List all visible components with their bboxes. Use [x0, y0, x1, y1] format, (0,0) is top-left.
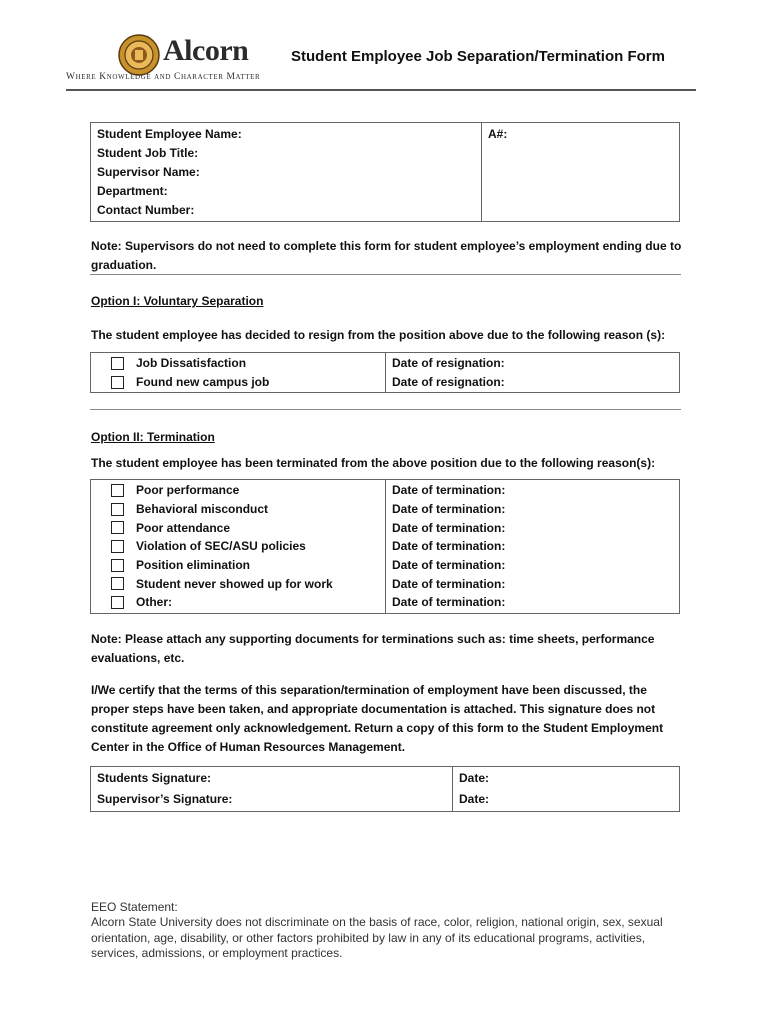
student-signature-date[interactable]: Date:	[459, 771, 490, 785]
reason-label: Poor performance	[136, 483, 240, 498]
date-of-termination-7[interactable]: Date of termination:	[392, 595, 506, 610]
checkbox-violation-of-policies[interactable]	[111, 540, 124, 553]
university-logo-text: Alcorn	[163, 34, 249, 67]
field-student-employee-name[interactable]: Student Employee Name:	[97, 127, 242, 141]
field-department[interactable]: Department:	[97, 184, 168, 198]
date-of-termination-4[interactable]: Date of termination:	[392, 539, 506, 554]
reason-label: Other:	[136, 595, 172, 610]
supervisor-signature-field[interactable]: Supervisor’s Signature:	[97, 792, 233, 806]
reason-position-elimination	[91, 556, 385, 575]
date-of-resignation-1[interactable]: Date of resignation:	[392, 356, 505, 371]
checkbox-behavioral-misconduct[interactable]	[111, 503, 124, 516]
checkbox-found-new-campus-job[interactable]	[111, 376, 124, 389]
student-signature-field[interactable]: Students Signature:	[97, 771, 212, 785]
header-divider	[66, 89, 696, 91]
signature-labels	[91, 767, 453, 812]
field-a-number: A#:	[488, 127, 508, 141]
checkbox-never-showed-up[interactable]	[111, 577, 124, 590]
reason-poor-performance	[91, 481, 385, 500]
certification-statement: I/We certify that the terms of this separation/termination of employment have been discussed, the proper steps have been taken, and appropriate documentation is attached. This signature does not constitute agreement only acknowledgement. Return a copy of this form to the Student Employment Center in the Office of Human Resources Management.	[91, 683, 664, 754]
option2-table	[90, 479, 680, 614]
eeo-heading: EEO Statement:	[91, 900, 178, 914]
reason-label: Job Dissatisfaction	[136, 356, 247, 371]
option2-reasons	[91, 480, 386, 614]
option1-heading: Option I: Voluntary Separation	[91, 294, 264, 308]
university-seal-icon	[118, 34, 160, 76]
option1-reasons	[91, 353, 386, 393]
date-of-termination-2[interactable]: Date of termination:	[392, 502, 506, 517]
date-of-resignation-2[interactable]: Date of resignation:	[392, 375, 505, 390]
checkbox-poor-performance[interactable]	[111, 484, 124, 497]
option2-heading: Option II: Termination	[91, 430, 215, 444]
field-student-job-title[interactable]: Student Job Title:	[97, 146, 199, 160]
supervisor-signature-date[interactable]: Date:	[459, 792, 490, 806]
reason-other	[91, 593, 385, 612]
option1-dates	[386, 353, 680, 393]
reason-label: Violation of SEC/ASU policies	[136, 539, 306, 554]
reason-found-new-campus-job	[91, 373, 385, 392]
option1-table	[90, 352, 680, 393]
checkbox-poor-attendance[interactable]	[111, 521, 124, 534]
reason-label: Found new campus job	[136, 375, 270, 390]
signature-dates	[453, 767, 680, 812]
option1-intro: The student employee has decided to resign from the position above due to the following reason (s):	[91, 328, 666, 342]
reason-violation-of-policies	[91, 537, 385, 556]
reason-label: Student never showed up for work	[136, 576, 333, 591]
reason-label: Position elimination	[136, 558, 251, 573]
reason-never-showed-up	[91, 574, 385, 593]
field-contact-number[interactable]: Contact Number:	[97, 203, 195, 217]
eeo-statement: Alcorn State University does not discriminate on the basis of race, color, religion, national origin, sex, sexual orientation, age, disability, or other factors prohibited by law in any of its educational programs, activities, services, admissions, or employment practices.	[91, 915, 663, 960]
reason-label: Poor attendance	[136, 520, 231, 535]
date-of-termination-6[interactable]: Date of termination:	[392, 576, 506, 591]
note-graduation: Note: Supervisors do not need to complete this form for student employee’s employment ending due to graduation.	[91, 239, 682, 272]
form-title: Student Employee Job Separation/Termination Form	[291, 48, 665, 65]
checkbox-other[interactable]	[111, 596, 124, 609]
date-of-termination-3[interactable]: Date of termination:	[392, 520, 506, 535]
employee-info-table	[90, 122, 680, 222]
divider-1	[90, 274, 681, 275]
reason-behavioral-misconduct	[91, 500, 385, 519]
reason-poor-attendance	[91, 518, 385, 537]
checkbox-position-elimination[interactable]	[111, 559, 124, 572]
divider-2	[90, 409, 681, 410]
date-of-termination-1[interactable]: Date of termination:	[392, 483, 506, 498]
a-number-cell[interactable]	[482, 123, 680, 222]
option2-intro: The student employee has been terminated from the above position due to the following reason(s):	[91, 456, 656, 470]
reason-label: Behavioral misconduct	[136, 502, 269, 517]
option2-dates	[386, 480, 680, 614]
checkbox-job-dissatisfaction[interactable]	[111, 357, 124, 370]
date-of-termination-5[interactable]: Date of termination:	[392, 558, 506, 573]
note-documents: Note: Please attach any supporting documents for terminations such as: time sheets, performance evaluations, etc.	[91, 632, 655, 665]
university-tagline: Where Knowledge and Character Matter	[66, 72, 261, 82]
reason-job-dissatisfaction	[91, 354, 385, 373]
signature-table	[90, 766, 680, 812]
field-supervisor-name[interactable]: Supervisor Name:	[97, 165, 200, 179]
employee-info-fields	[91, 123, 482, 222]
